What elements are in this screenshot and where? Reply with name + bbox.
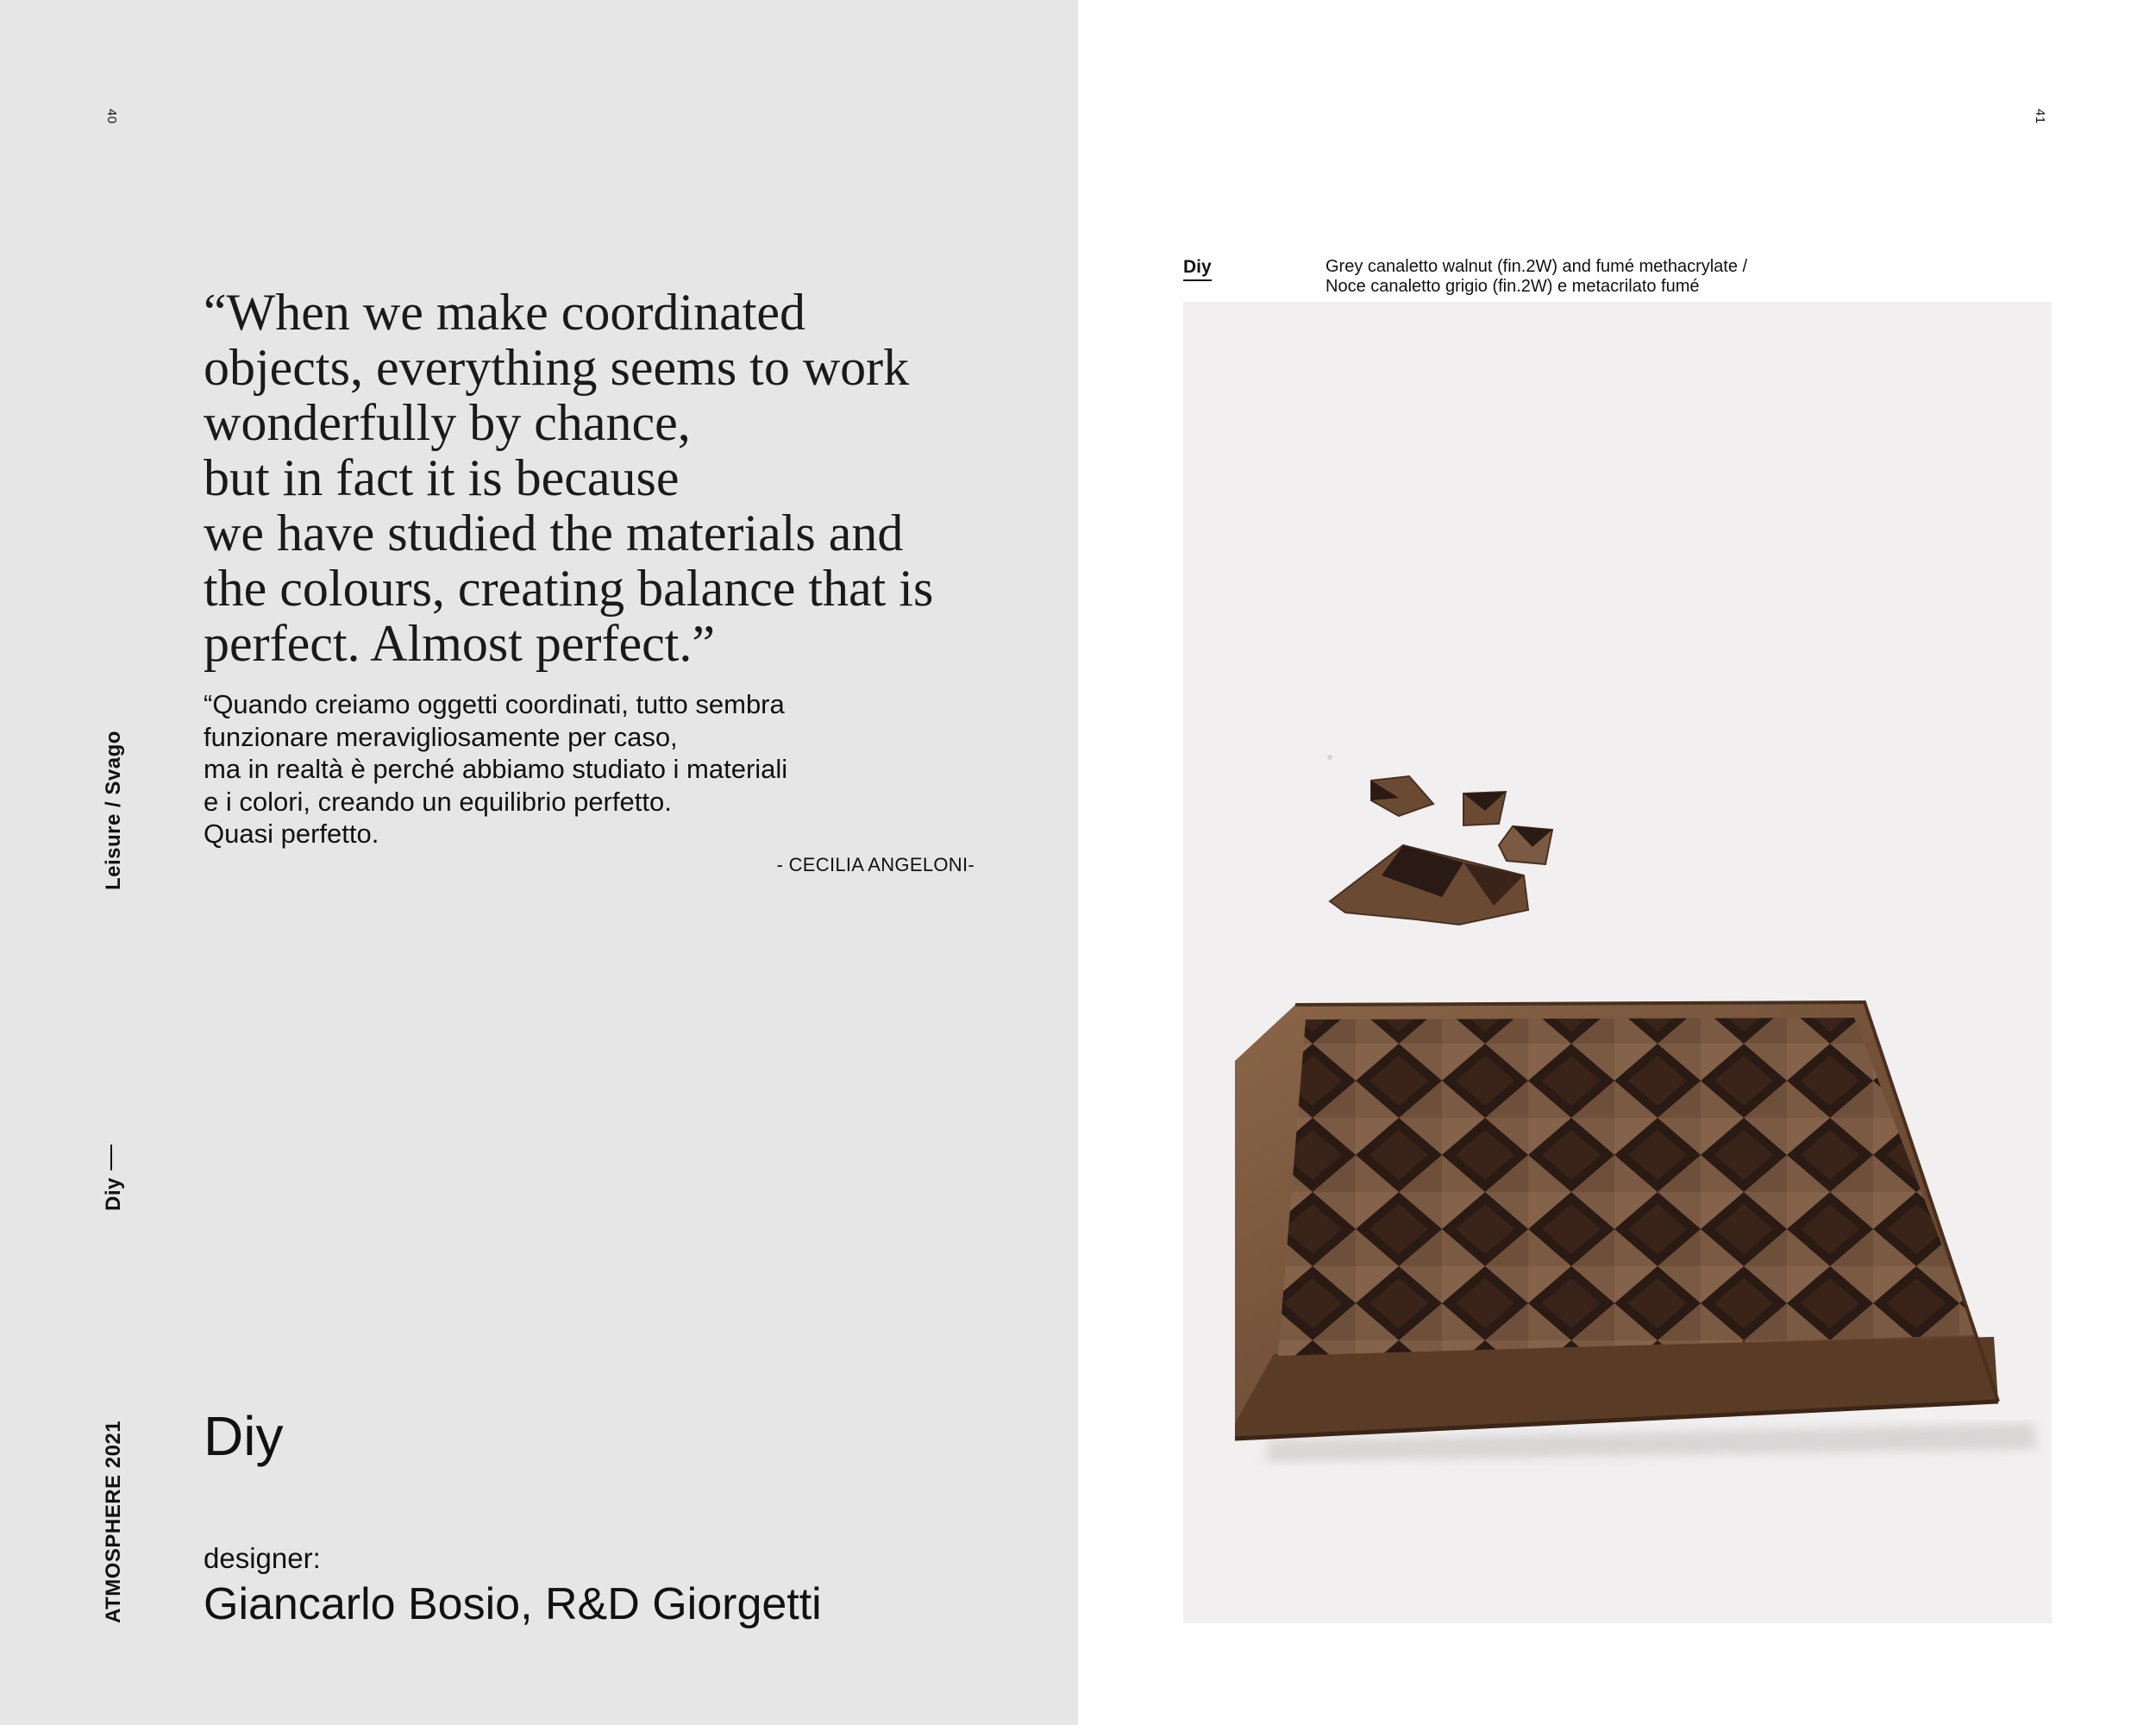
product-photo [1183, 302, 2052, 1623]
loose-pieces [1330, 776, 1552, 925]
tray-tiles [1278, 1018, 1977, 1356]
caption-tag: Diy [1183, 257, 1212, 281]
product-title: Diy [204, 1405, 284, 1467]
designer-label: designer: [204, 1542, 321, 1574]
quote-author: - CECILIA ANGELONI- [776, 854, 975, 875]
designer-name: Giancarlo Bosio, R&D Giorgetti [204, 1579, 822, 1629]
catalog-label: ATMOSPHERE 2021 [102, 1420, 125, 1623]
puzzle-tray-illustration [1183, 302, 2052, 1623]
quote-english: “When we make coordinated objects, everything seems to work wonderfully by chance, but in fact it is because we have studied the materials and the colours, creating balance that is perfect. Almost perfect.” [204, 284, 934, 672]
page-number-left: 40 [104, 109, 119, 124]
caption-text: Grey canaletto walnut (fin.2W) and fumé methacrylate / Noce canaletto grigio (fin.2W) e metacrilato fumé [1326, 257, 1748, 296]
product-tab-label: Diy [102, 1177, 129, 1211]
dust-spot [1327, 755, 1332, 760]
quote-italian: “Quando creiamo oggetti coordinati, tutto sembra funzionare meravigliosamente per caso, ma in realtà è perché abbiamo studiato i materiali e i colori, creando un equilibrio perfetto. Quasi perfetto. [204, 689, 788, 849]
page-number-right: 41 [2033, 109, 2047, 124]
section-label: Leisure / Svago [102, 731, 125, 890]
